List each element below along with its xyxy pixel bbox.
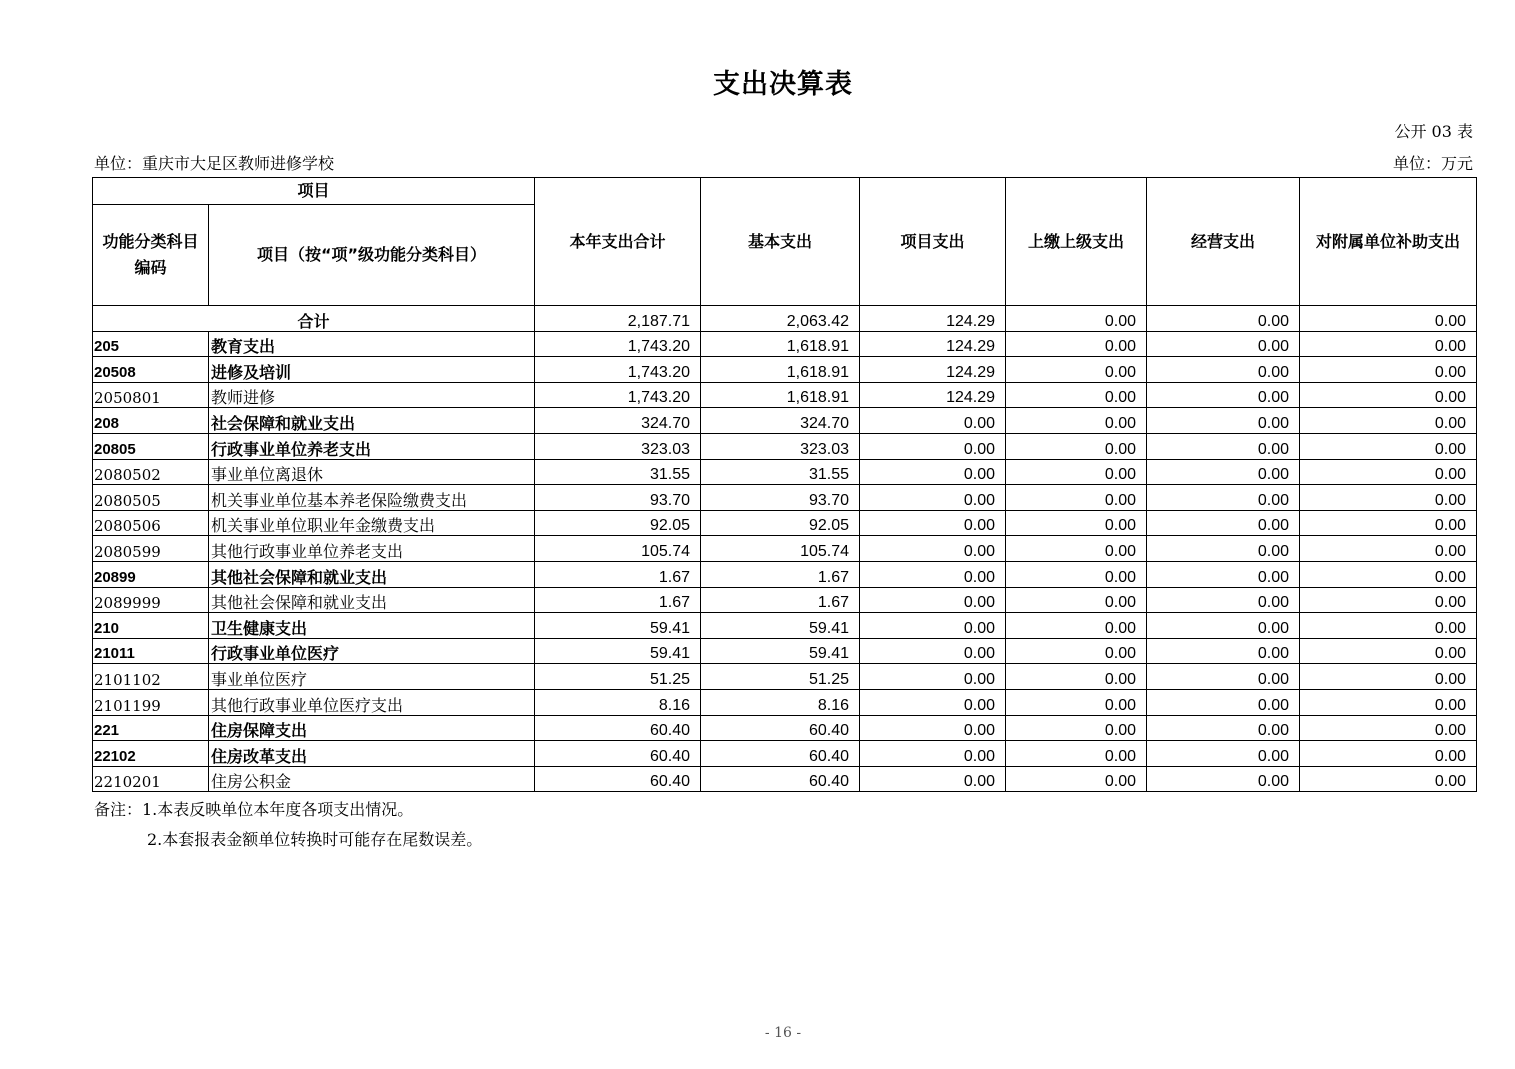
row-value: 60.40 (701, 715, 860, 741)
row-name: 教育支出 (209, 331, 535, 357)
row-value: 0.00 (1006, 741, 1147, 767)
row-value: 0.00 (1006, 561, 1147, 587)
table-row (93, 331, 1477, 357)
row-value: 323.03 (535, 433, 701, 459)
row-name: 机关事业单位职业年金缴费支出 (209, 510, 535, 536)
table-row (93, 485, 1477, 511)
row-value: 105.74 (701, 536, 860, 562)
row-code: 20508 (93, 357, 209, 383)
row-value: 0.00 (1006, 587, 1147, 613)
note-2: 2.本套报表金额单位转换时可能存在尾数误差。 (147, 830, 483, 849)
row-value: 0.00 (1147, 715, 1300, 741)
row-value: 0.00 (1006, 536, 1147, 562)
row-value: 0.00 (1006, 408, 1147, 434)
row-value: 0.00 (1147, 357, 1300, 383)
row-code: 2080599 (93, 536, 209, 562)
row-value: 1,618.91 (701, 357, 860, 383)
row-value: 0.00 (1006, 689, 1147, 715)
row-value: 60.40 (535, 741, 701, 767)
total-value: 0.00 (1300, 306, 1477, 332)
total-value: 2,187.71 (535, 306, 701, 332)
row-value: 324.70 (535, 408, 701, 434)
row-value: 0.00 (1300, 382, 1477, 408)
row-value: 0.00 (1300, 536, 1477, 562)
row-code: 2210201 (93, 766, 209, 792)
expenditure-table (92, 177, 1477, 792)
row-code: 208 (93, 408, 209, 434)
header-operating-expenditure: 经营支出 (1147, 178, 1300, 306)
row-code: 2050801 (93, 382, 209, 408)
table-row (93, 766, 1477, 792)
note-1: 备注：1.本表反映单位本年度各项支出情况。 (94, 800, 414, 819)
table-row (93, 587, 1477, 613)
row-value: 0.00 (1147, 485, 1300, 511)
row-value: 1.67 (701, 587, 860, 613)
row-code: 2101102 (93, 664, 209, 690)
row-value: 324.70 (701, 408, 860, 434)
row-value: 0.00 (1300, 510, 1477, 536)
row-value: 0.00 (1006, 766, 1147, 792)
row-name: 社会保障和就业支出 (209, 408, 535, 434)
row-code: 2080506 (93, 510, 209, 536)
table-row (93, 510, 1477, 536)
row-value: 0.00 (1147, 766, 1300, 792)
row-name: 其他行政事业单位医疗支出 (209, 689, 535, 715)
header-remit-superior: 上缴上级支出 (1006, 178, 1147, 306)
row-value: 0.00 (1147, 536, 1300, 562)
row-code: 221 (93, 715, 209, 741)
row-value: 0.00 (860, 741, 1006, 767)
row-value: 0.00 (1300, 766, 1477, 792)
row-name: 其他社会保障和就业支出 (209, 561, 535, 587)
row-value: 0.00 (1300, 741, 1477, 767)
row-code: 205 (93, 331, 209, 357)
row-value: 59.41 (535, 613, 701, 639)
row-name: 事业单位离退休 (209, 459, 535, 485)
row-name: 事业单位医疗 (209, 664, 535, 690)
row-value: 0.00 (1147, 613, 1300, 639)
row-value: 0.00 (1147, 664, 1300, 690)
table-row (93, 689, 1477, 715)
row-name: 其他行政事业单位养老支出 (209, 536, 535, 562)
row-value: 31.55 (535, 459, 701, 485)
header-code: 功能分类科目编码 (93, 205, 209, 306)
row-name: 住房公积金 (209, 766, 535, 792)
row-value: 0.00 (860, 638, 1006, 664)
row-value: 0.00 (1006, 357, 1147, 383)
row-value: 0.00 (1300, 433, 1477, 459)
row-value: 0.00 (860, 408, 1006, 434)
row-value: 0.00 (1300, 485, 1477, 511)
row-value: 0.00 (1300, 715, 1477, 741)
row-value: 0.00 (1147, 561, 1300, 587)
row-name: 行政事业单位养老支出 (209, 433, 535, 459)
row-value: 0.00 (1006, 664, 1147, 690)
row-value: 0.00 (1300, 459, 1477, 485)
row-value: 0.00 (1147, 741, 1300, 767)
row-value: 0.00 (860, 561, 1006, 587)
row-code: 2080502 (93, 459, 209, 485)
row-value: 0.00 (1147, 587, 1300, 613)
page-number: - 16 - (764, 1025, 802, 1041)
row-value: 0.00 (860, 715, 1006, 741)
row-name: 卫生健康支出 (209, 613, 535, 639)
table-row (93, 357, 1477, 383)
row-name: 行政事业单位医疗 (209, 638, 535, 664)
table-row (93, 613, 1477, 639)
row-code: 2089999 (93, 587, 209, 613)
row-value: 0.00 (1147, 510, 1300, 536)
row-value: 0.00 (1300, 357, 1477, 383)
row-code: 20899 (93, 561, 209, 587)
table-row (93, 741, 1477, 767)
total-value: 2,063.42 (701, 306, 860, 332)
row-code: 20805 (93, 433, 209, 459)
row-value: 60.40 (535, 715, 701, 741)
row-value: 1,743.20 (535, 357, 701, 383)
table-row (93, 408, 1477, 434)
row-value: 0.00 (1006, 613, 1147, 639)
row-value: 0.00 (860, 689, 1006, 715)
total-value: 0.00 (1006, 306, 1147, 332)
table-row (93, 561, 1477, 587)
row-value: 124.29 (860, 357, 1006, 383)
header-total-expenditure: 本年支出合计 (535, 178, 701, 306)
row-value: 1,743.20 (535, 382, 701, 408)
row-value: 1.67 (535, 587, 701, 613)
total-label: 合计 (93, 306, 535, 332)
row-value: 0.00 (1006, 459, 1147, 485)
table-row (93, 715, 1477, 741)
row-value: 124.29 (860, 382, 1006, 408)
row-value: 92.05 (701, 510, 860, 536)
table-row (93, 382, 1477, 408)
header-project: 项目 (93, 178, 535, 205)
row-name: 机关事业单位基本养老保险缴费支出 (209, 485, 535, 511)
row-value: 92.05 (535, 510, 701, 536)
row-value: 1,618.91 (701, 331, 860, 357)
total-row (93, 306, 1477, 332)
row-value: 51.25 (535, 664, 701, 690)
row-code: 2080505 (93, 485, 209, 511)
row-value: 0.00 (1300, 587, 1477, 613)
row-value: 124.29 (860, 331, 1006, 357)
row-value: 0.00 (860, 459, 1006, 485)
row-name: 进修及培训 (209, 357, 535, 383)
row-value: 60.40 (701, 766, 860, 792)
row-value: 1,743.20 (535, 331, 701, 357)
row-value: 0.00 (860, 536, 1006, 562)
row-value: 0.00 (1147, 638, 1300, 664)
total-value: 124.29 (860, 306, 1006, 332)
row-code: 21011 (93, 638, 209, 664)
table-row (93, 433, 1477, 459)
row-code: 22102 (93, 741, 209, 767)
row-value: 8.16 (535, 689, 701, 715)
row-name: 住房改革支出 (209, 741, 535, 767)
row-value: 0.00 (1006, 638, 1147, 664)
row-value: 0.00 (1300, 561, 1477, 587)
row-value: 0.00 (1300, 664, 1477, 690)
row-value: 0.00 (1006, 331, 1147, 357)
row-value: 60.40 (535, 766, 701, 792)
row-value: 0.00 (860, 485, 1006, 511)
row-value: 105.74 (535, 536, 701, 562)
row-value: 0.00 (1006, 715, 1147, 741)
organization-unit: 单位：重庆市大足区教师进修学校 (94, 154, 335, 173)
row-value: 0.00 (1300, 408, 1477, 434)
row-value: 0.00 (1300, 689, 1477, 715)
row-value: 51.25 (701, 664, 860, 690)
table-row (93, 638, 1477, 664)
row-value: 0.00 (860, 510, 1006, 536)
page-title: 支出决算表 (713, 69, 853, 100)
row-value: 1.67 (535, 561, 701, 587)
row-value: 0.00 (1147, 382, 1300, 408)
table-row (93, 664, 1477, 690)
row-name: 其他社会保障和就业支出 (209, 587, 535, 613)
form-number: 公开 03 表 (1394, 122, 1473, 141)
table-row (93, 536, 1477, 562)
row-value: 93.70 (535, 485, 701, 511)
row-value: 0.00 (1147, 689, 1300, 715)
row-value: 0.00 (860, 433, 1006, 459)
row-value: 323.03 (701, 433, 860, 459)
row-value: 0.00 (1300, 638, 1477, 664)
row-value: 0.00 (1006, 382, 1147, 408)
row-value: 0.00 (860, 587, 1006, 613)
row-value: 0.00 (860, 664, 1006, 690)
row-name: 教师进修 (209, 382, 535, 408)
row-value: 0.00 (1147, 433, 1300, 459)
header-basic-expenditure: 基本支出 (701, 178, 860, 306)
row-value: 0.00 (1006, 433, 1147, 459)
total-value: 0.00 (1147, 306, 1300, 332)
row-value: 1,618.91 (701, 382, 860, 408)
row-value: 0.00 (860, 613, 1006, 639)
row-value: 0.00 (1006, 485, 1147, 511)
row-code: 2101199 (93, 689, 209, 715)
row-value: 0.00 (1006, 510, 1147, 536)
header-project-expenditure: 项目支出 (860, 178, 1006, 306)
row-value: 59.41 (701, 613, 860, 639)
row-value: 0.00 (1300, 331, 1477, 357)
row-code: 210 (93, 613, 209, 639)
row-value: 0.00 (1147, 459, 1300, 485)
row-value: 0.00 (860, 766, 1006, 792)
currency-unit: 单位：万元 (1392, 154, 1473, 173)
row-value: 59.41 (701, 638, 860, 664)
header-name: 项目（按“项”级功能分类科目） (209, 205, 535, 306)
table-row (93, 459, 1477, 485)
row-value: 8.16 (701, 689, 860, 715)
row-value: 60.40 (701, 741, 860, 767)
header-subsidy-affiliated: 对附属单位补助支出 (1300, 178, 1477, 306)
row-name: 住房保障支出 (209, 715, 535, 741)
row-value: 59.41 (535, 638, 701, 664)
row-value: 93.70 (701, 485, 860, 511)
row-value: 0.00 (1147, 408, 1300, 434)
row-value: 0.00 (1147, 331, 1300, 357)
row-value: 0.00 (1300, 613, 1477, 639)
row-value: 31.55 (701, 459, 860, 485)
row-value: 1.67 (701, 561, 860, 587)
